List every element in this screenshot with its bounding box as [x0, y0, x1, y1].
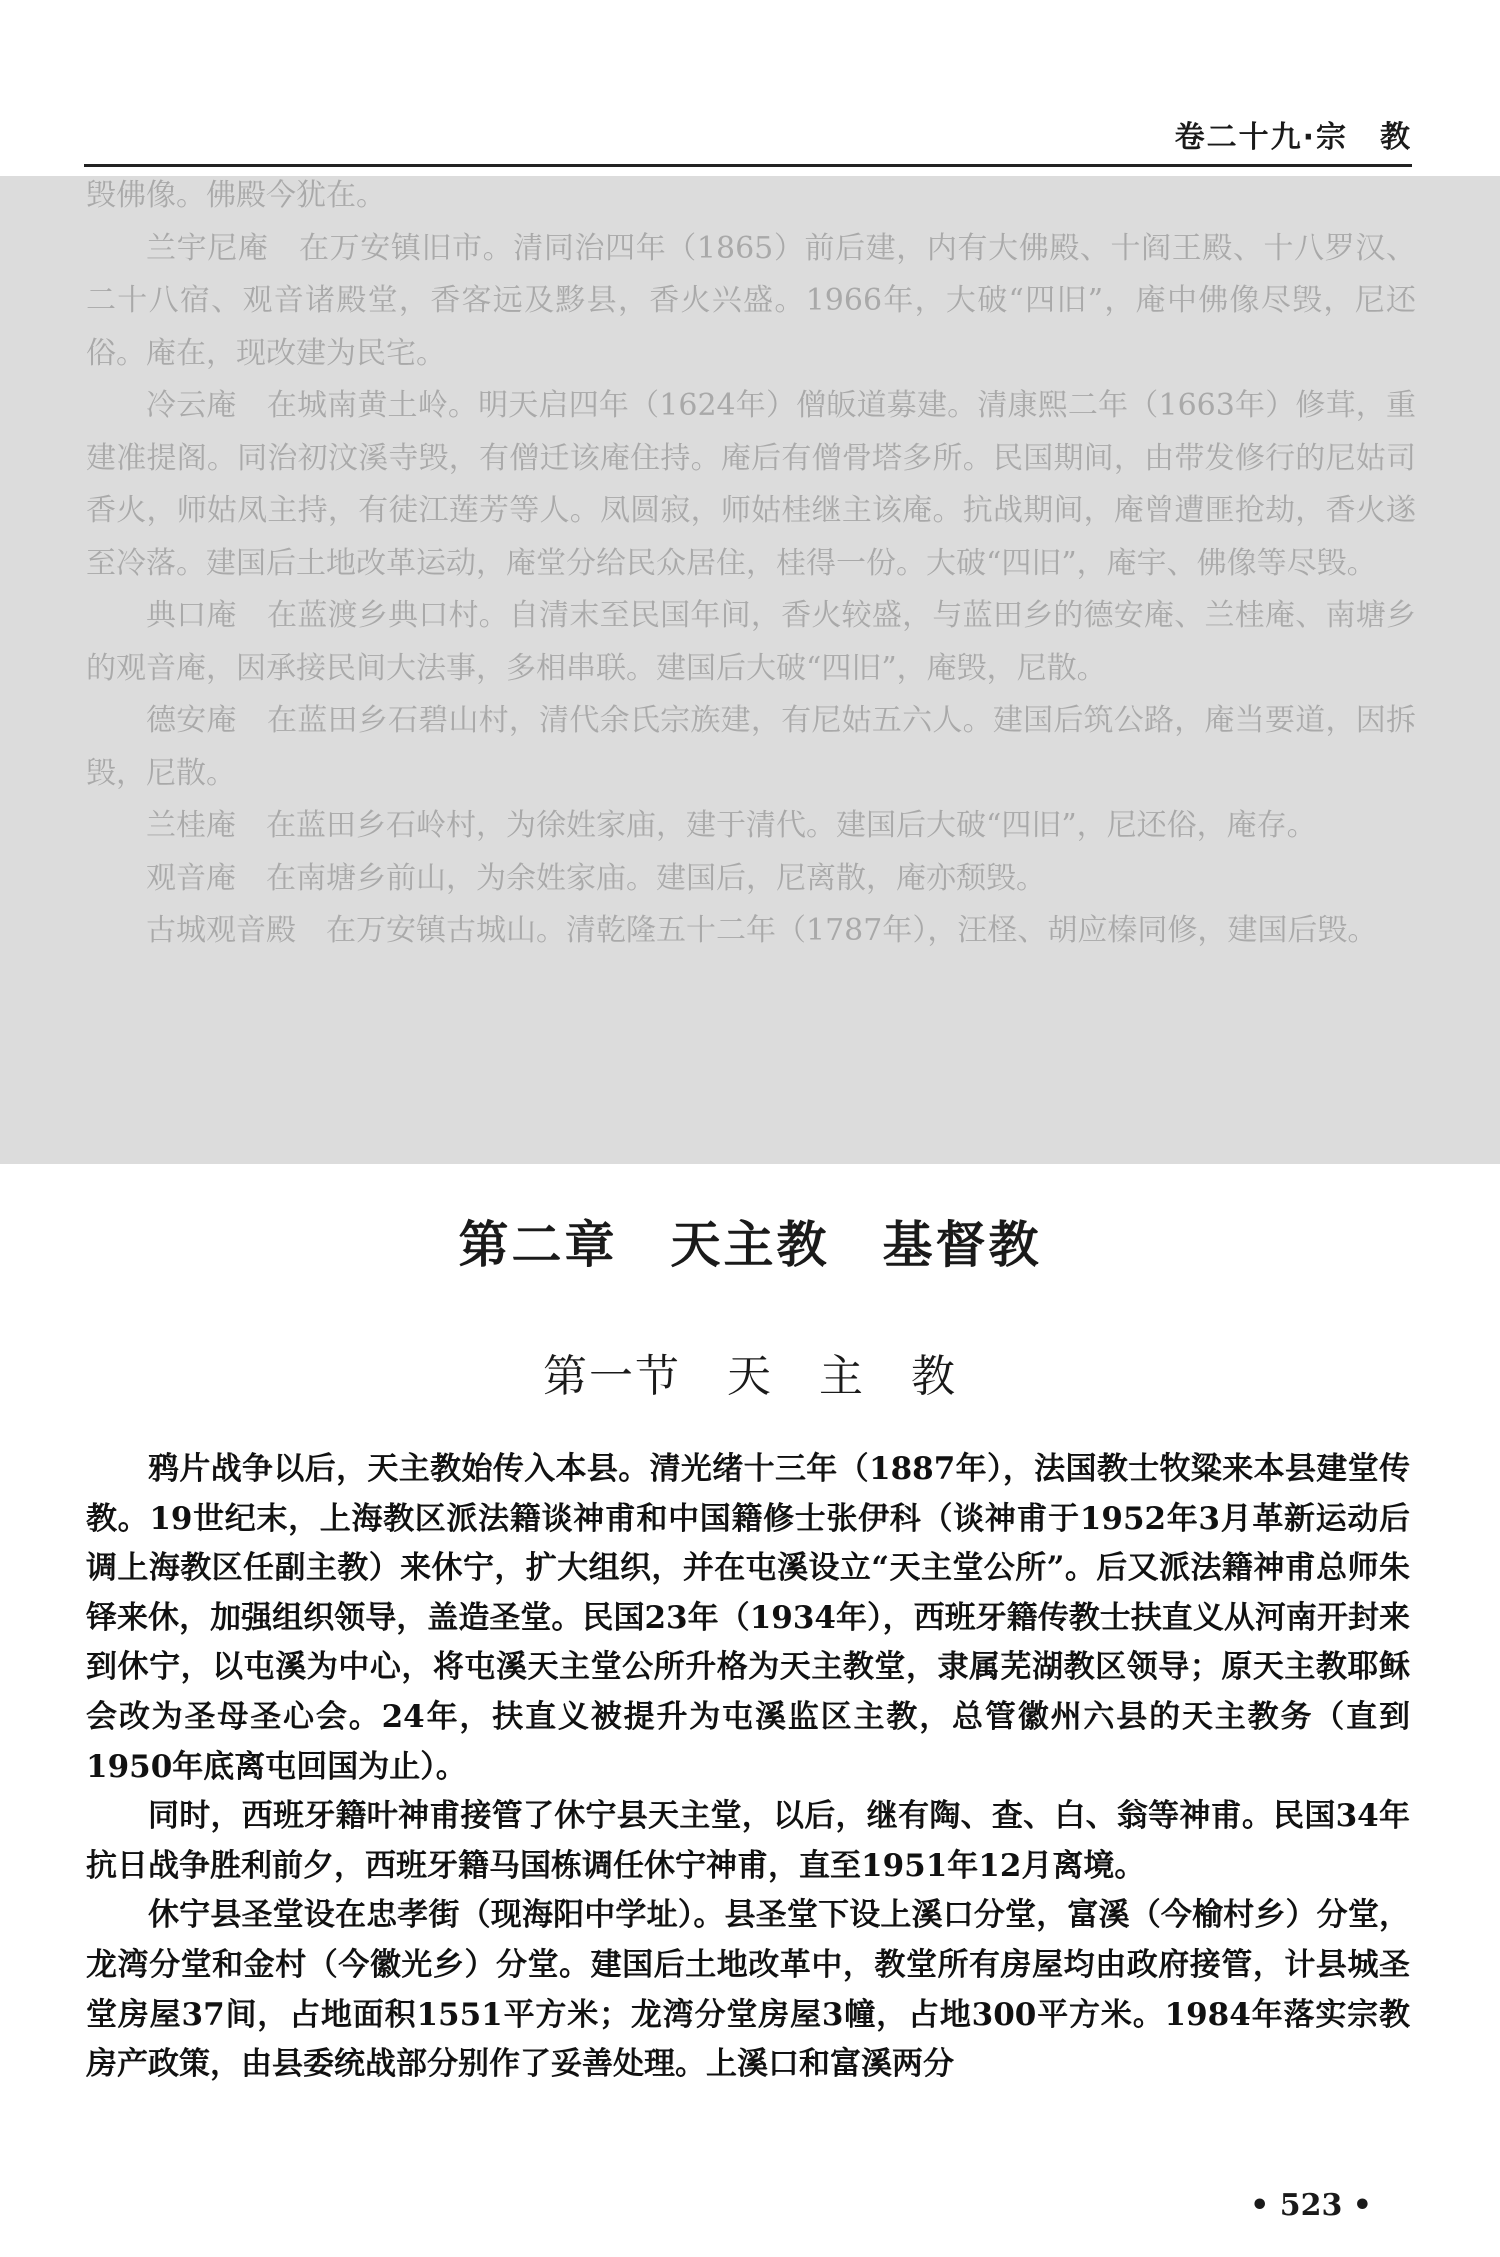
- shaded-section: [86, 170, 1416, 958]
- page-number: • 523 •: [1250, 2188, 1372, 2223]
- shaded-paragraph: 毁佛像。佛殿今犹在。: [86, 178, 386, 213]
- body-text: [86, 1445, 1410, 2090]
- chapter-title: 第二章 天主教 基督教: [458, 1216, 1042, 1274]
- shaded-paragraph: 观音庵 在南塘乡前山，为余姓家庙。建国后，尼离散，庵亦颓毁。: [146, 860, 1046, 896]
- shaded-paragraph: 兰宇尼庵 在万安镇旧市。清同治四年（1865）前后建，内有大佛殿、十阎王殿、十八罗汉、二十八宿、观音诸殿堂，香客远及黟县，香火兴盛。1966年，大破“四旧”，庵中佛像尽毁，尼还俗。庵在，现改建为民宅。: [86, 230, 1416, 371]
- shaded-paragraph: 古城观音殿 在万安镇古城山。清乾隆五十二年（1787年），汪柽、胡应榛同修，建国后毁。: [146, 913, 1378, 948]
- running-title: 卷二十九·宗 教: [1174, 120, 1412, 155]
- body-paragraph: 休宁县圣堂设在忠孝街（现海阳中学址）。县圣堂下设上溪口分堂，富溪（今榆村乡）分堂，龙湾分堂和金村（今徽光乡）分堂。建国后土地改革中，教堂所有房屋均由政府接管，计县城圣堂房屋37间，占地面积1551平方米；龙湾分堂房屋3幢，占地300平方米。1984年落实宗教房产政策，由县委统战部分别作了妥善处理。上溪口和富溪两分: [86, 1897, 1410, 2083]
- shaded-paragraph: 德安庵 在蓝田乡石碧山村，清代余氏宗族建，有尼姑五六人。建国后筑公路，庵当要道，因拆毁，尼散。: [86, 703, 1416, 791]
- page-header: [84, 104, 1412, 167]
- shaded-paragraph: 典口庵 在蓝渡乡典口村。自清末至民国年间，香火较盛，与蓝田乡的德安庵、兰桂庵、南塘乡的观音庵，因承接民间大法事，多相串联。建国后大破“四旧”，庵毁，尼散。: [86, 598, 1416, 686]
- body-paragraph: 鸦片战争以后，天主教始传入本县。清光绪十三年（1887年），法国教士牧粱来本县建堂传教。19世纪末，上海教区派法籍谈神甫和中国籍修士张伊科（谈神甫于1952年3月革新运动后调上海教区任副主教）来休宁，扩大组织，并在屯溪设立“天主堂公所”。后又派法籍神甫总师朱铎来休，加强组织领导，盖造圣堂。民国23年（1934年），西班牙籍传教士扶直义从河南开封来到休宁，以屯溪为中心，将屯溪天主堂公所升格为天主教堂，隶属芜湖教区领导；原天主教耶稣会改为圣母圣心会。24年，扶直义被提升为屯溪监区主教，总管徽州六县的天主教务（直到1950年底离屯回国为止）。: [86, 1451, 1410, 1785]
- shaded-paragraph: 兰桂庵 在蓝田乡石岭村，为徐姓家庙，建于清代。建国后大破“四旧”，尼还俗，庵存。: [146, 808, 1317, 843]
- shaded-paragraph: 冷云庵 在城南黄土岭。明天启四年（1624年）僧皈道募建。清康熙二年（1663年）修茸，重建准提阁。同治初汶溪寺毁，有僧迁该庵住持。庵后有僧骨塔多所。民国期间，由带发修行的尼姑司香火，师姑凤主持，有徒江莲芳等人。凤圆寂，师姑桂继主该庵。抗战期间，庵曾遭匪抢劫，香火遂至冷落。建国后土地改革运动，庵堂分给民众居住，桂得一份。大破“四旧”，庵宇、佛像等尽毁。: [86, 388, 1416, 581]
- body-paragraph: 同时，西班牙籍叶神甫接管了休宁县天主堂，以后，继有陶、查、白、翁等神甫。民国34年抗日战争胜利前夕，西班牙籍马国栋调任休宁神甫，直至1951年12月离境。: [86, 1798, 1410, 1884]
- section-title: 第一节 天 主 教: [543, 1351, 957, 1402]
